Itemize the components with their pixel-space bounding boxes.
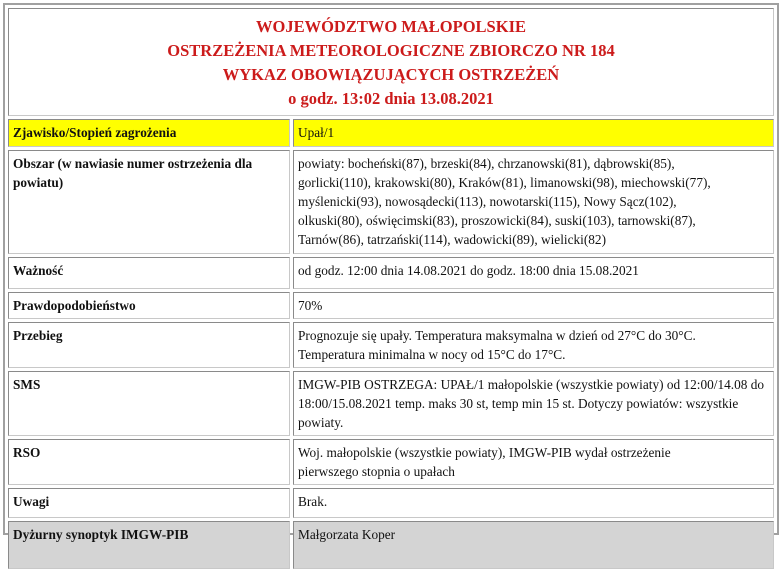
table-row-sms <box>8 371 774 436</box>
title-warnings: OSTRZEŻENIA METEOROLOGICZNE ZBIORCZO NR 184 <box>167 41 615 60</box>
row-label: Prawdopodobieństwo <box>8 292 290 319</box>
table-row-forecaster <box>8 521 774 569</box>
table-row-probability <box>8 292 774 319</box>
title-region: WOJEWÓDZTWO MAŁOPOLSKIE <box>256 17 526 36</box>
row-label: Przebieg <box>8 322 290 368</box>
row-label: Dyżurny synoptyk IMGW-PIB <box>8 521 290 569</box>
row-label: Uwagi <box>8 488 290 518</box>
table-row-remarks <box>8 488 774 518</box>
title-time: o godz. 13:02 dnia 13.08.2021 <box>288 89 494 108</box>
table-row-rso <box>8 439 774 485</box>
row-value: 70% <box>293 292 774 319</box>
row-label: Ważność <box>8 257 290 289</box>
table-row-phenomenon <box>8 119 774 147</box>
row-value: Prognozuje się upały. Temperatura maksymalna w dzień od 27°C do 30°C. Temperatura minimalna w nocy od 15°C do 17°C. <box>293 322 774 368</box>
table-row-area <box>8 150 774 254</box>
table-row-course <box>8 322 774 368</box>
row-label: RSO <box>8 439 290 485</box>
row-value: IMGW-PIB OSTRZEGA: UPAŁ/1 małopolskie (wszystkie powiaty) od 12:00/14.08 do 18:00/15.08.2021 temp. maks 30 st, temp min 15 st. Dotyczy powiatów: wszystkie powiaty. <box>293 371 774 436</box>
row-value: Upał/1 <box>293 119 774 147</box>
document-title <box>8 8 774 116</box>
row-label: Zjawisko/Stopień zagrożenia <box>8 119 290 147</box>
row-value: Brak. <box>293 488 774 518</box>
row-value: Małgorzata Koper <box>293 521 774 569</box>
warning-document <box>3 3 779 542</box>
row-value: Woj. małopolskie (wszystkie powiaty), IMGW-PIB wydał ostrzeżenie pierwszego stopnia o upałach <box>293 439 774 485</box>
row-value: powiaty: bocheński(87), brzeski(84), chrzanowski(81), dąbrowski(85), gorlicki(110), krakowski(80), Kraków(81), limanowski(98), miechowski(77), myślenicki(93), nowosądecki(113), nowotarski(115), Nowy Sącz(102), olkuski(80), oświęcimski(83), proszowicki(84), suski(103), tarnowski(87), Tarnów(86), tatrzański(114), wadowicki(89), wielicki(82) <box>293 150 774 254</box>
row-label: Obszar (w nawiasie numer ostrzeżenia dla powiatu) <box>8 150 290 254</box>
row-value: od godz. 12:00 dnia 14.08.2021 do godz. 18:00 dnia 15.08.2021 <box>293 257 774 289</box>
header-row <box>8 8 774 116</box>
title-list: WYKAZ OBOWIĄZUJĄCYCH OSTRZEŻEŃ <box>222 65 560 84</box>
warning-table <box>5 5 777 572</box>
table-row-validity <box>8 257 774 289</box>
row-label: SMS <box>8 371 290 436</box>
